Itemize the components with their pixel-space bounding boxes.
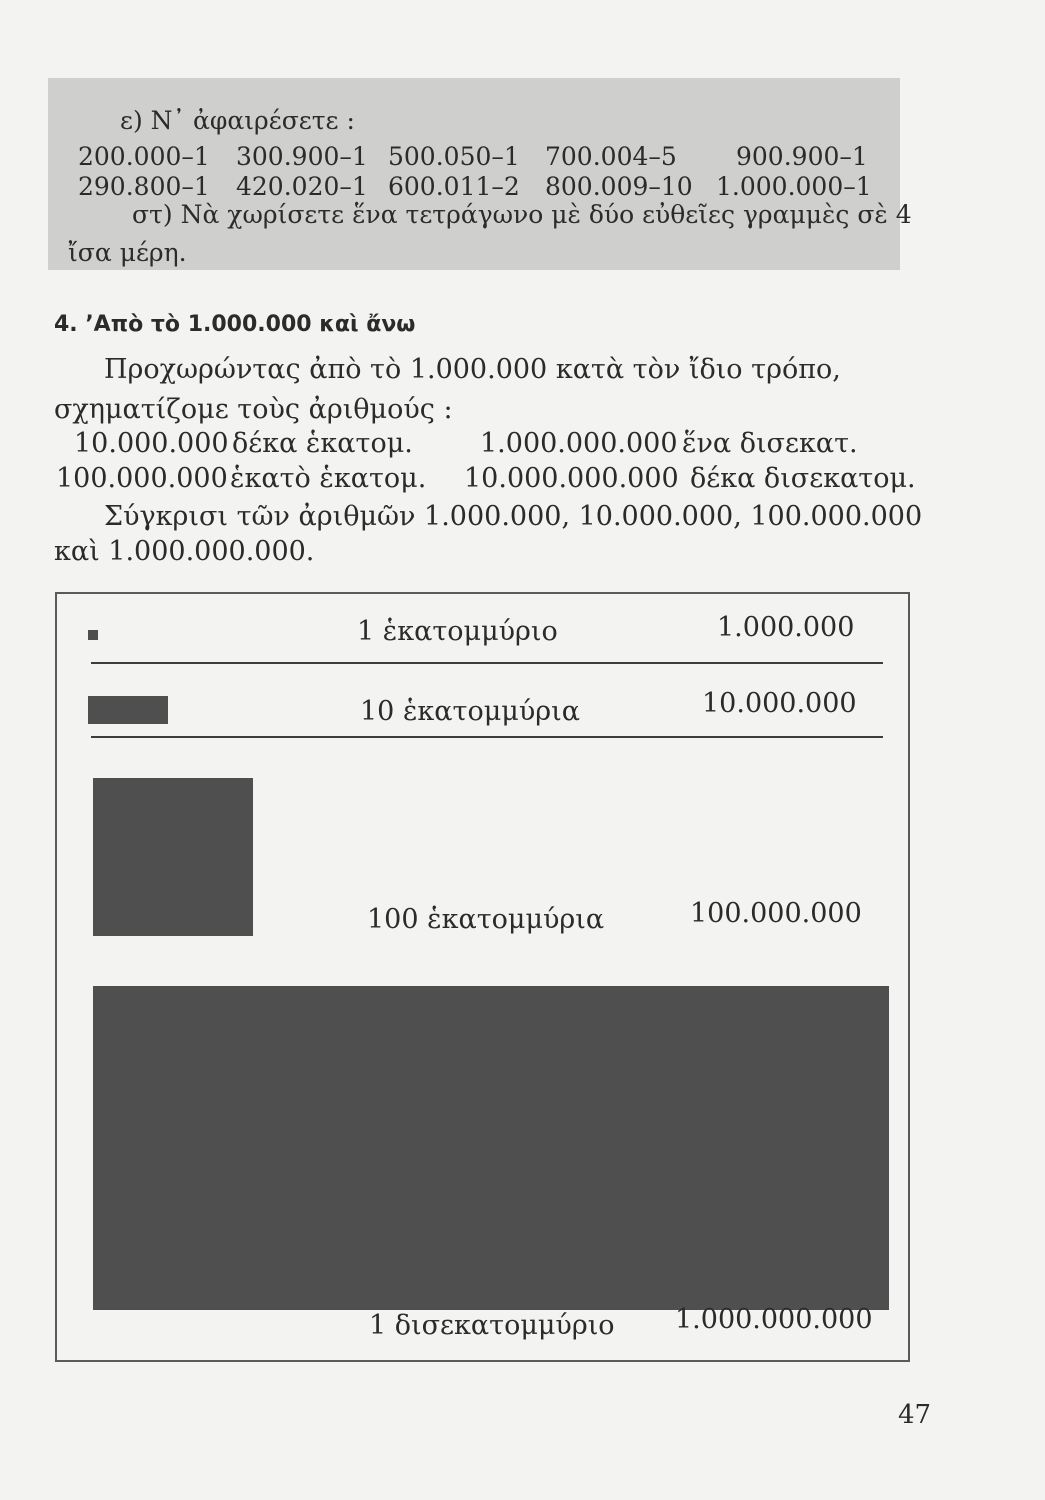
paragraph-line: Σύγκρισι τῶν ἀριθμῶν 1.000.000, 10.000.000, 100.000.000 [104, 501, 923, 532]
number-word: δέκα ἑκατομ. [232, 428, 413, 459]
row-value: 10.000.000 [702, 688, 857, 719]
exercise-box [48, 78, 912, 270]
paragraph-line: σχηματίζομε τοὺς ἀριθμούς : [54, 394, 453, 425]
exercise-cell: 500.050–1 [388, 142, 520, 171]
row-rule [91, 662, 883, 664]
row-value: 1.000.000 [717, 612, 855, 643]
row-rule [91, 736, 883, 738]
row-value: 100.000.000 [690, 898, 862, 929]
number-value: 1.000.000.000 [480, 428, 678, 459]
page-number: 47 [898, 1400, 932, 1430]
exercise-cell: 420.020–1 [236, 172, 368, 201]
exercise-title: ε) Ν᾽ ἀφαιρέσετε : [120, 106, 355, 135]
number-word: ἑκατὸ ἑκατομ. [230, 463, 427, 494]
exercise-cell: 900.900–1 [736, 142, 868, 171]
exercise-cell: 290.800–1 [78, 172, 210, 201]
number-word: ἕνα δισεκατ. [682, 428, 858, 459]
square-100-million [93, 778, 253, 936]
exercise-cell: 200.000–1 [78, 142, 210, 171]
exercise-st-line1: στ) Νὰ χωρίσετε ἕνα τετράγωνο μὲ δύο εὐθεῖες γραμμὲς σὲ 4 [132, 200, 912, 229]
row-label: 1 δισεκατομμύριο [369, 1310, 615, 1341]
magnitude-figure [55, 592, 910, 1362]
exercise-cell: 800.009–10 [545, 172, 693, 201]
number-value: 10.000.000.000 [464, 463, 679, 494]
exercise-cell: 300.900–1 [236, 142, 368, 171]
number-value: 10.000.000 [74, 428, 229, 459]
rectangle-1-billion [93, 986, 889, 1310]
row-label: 10 ἑκατομμύρια [360, 696, 580, 727]
number-value: 100.000.000 [56, 463, 228, 494]
exercise-cell: 1.000.000–1 [716, 172, 872, 201]
bar-10-million [88, 696, 168, 724]
exercise-cell: 600.011–2 [388, 172, 520, 201]
exercise-cell: 700.004–5 [545, 142, 677, 171]
number-word: δέκα δισεκατομ. [690, 463, 916, 494]
paragraph-line: Προχωρώντας ἀπὸ τὸ 1.000.000 κατὰ τὸν ἴδιο τρόπο, [104, 354, 841, 385]
row-value: 1.000.000.000 [675, 1304, 873, 1335]
row-label: 1 ἑκατομμύριο [357, 616, 558, 647]
paragraph-line: καὶ 1.000.000.000. [54, 536, 315, 567]
square-1-million [88, 630, 98, 640]
row-label: 100 ἑκατομμύρια [367, 904, 605, 935]
section-heading: 4. ʼΑπὸ τὸ 1.000.000 καὶ ἄνω [54, 312, 416, 337]
exercise-st-line2: ἴσα μέρη. [68, 238, 187, 267]
